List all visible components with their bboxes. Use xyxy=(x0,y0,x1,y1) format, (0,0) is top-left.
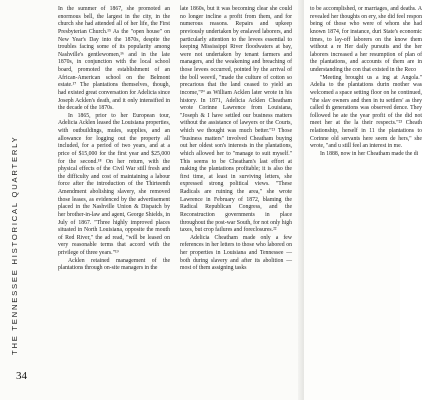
text-column-1 xyxy=(58,6,170,273)
paragraph: to be accomplished, or marriages, and deaths. A revealed her thoughts on ery, she did feel respon being of those who were of whom she had known 1874, for instance, duri State's economic times, to lay-off laborers on the know them without a re Her daily pursuits and the her laborers increased a her resumption of plan of the plantations, and accounts of them are in understanding the con that existed in the Reco xyxy=(310,6,422,73)
paragraph: Acklen retained management of the plantations through on-site managers in the xyxy=(58,257,170,272)
paragraph: In the summer of 1867, she promoted an enormous bell, the largest in the city, in the church she had attended all of her life, the First Presbyterian Church.¹⁵ As the "open house" on New Year's Day into the 1870s, despite the troubles facing some of its popularity among Nashville's gentlewomen,¹⁶ and in the late 1870s, in conjunction with the local school board, promoted the establishment of an African-American school on the Belmont estate.¹⁷ The plantations themselves, though, had existed great conversation for Adelicia since Joseph Acklen's death, and it only intensified in the decade of the 1870s. xyxy=(58,6,170,112)
running-head: THE TENNESSEE HISTORICAL QUARTERLY xyxy=(10,135,19,355)
spine-margin xyxy=(0,0,45,400)
paragraph: Adelicia Cheatham made only a few references in her letters to those who labored on her properties in Louisiana and Tennessee — both during slavery and after its abolition — most of them assigning tasks xyxy=(180,234,292,272)
page-number: 34 xyxy=(16,370,27,382)
paragraph: "Meeting brought us a ing at Angola." Adelia to the plantations durin mother was welcomed a space setting floor on he continued, "the slav owners and then in tu settlers' as they called th generations was observed dence. They followed he ate the year profit of the did not meet her at the la their respects."²³ Cheath relationship, herself in 11 the plantations to Corinne old servants here seem de hers," she wrote, "and u still feel an interest in me. xyxy=(310,74,422,150)
paragraph: late 1860s, but it was becoming clear she could no longer incline a profit from them, and for numerous reasons. Repairs and upkeep previously undertaken by enslaved laborers, and particularly attention to the levees essential to keeping Mississippi River floodwaters at bay, were not undertaken by tenant farmers and managers, and the weakening and breaching of those levees occurred, pointed by the arrival of the boll weevil, "made the culture of cotton so precarious that the land ceased to yield an income,"²⁰ as William Acklen later wrote in his history. In 1871, Adelicia Acklen Cheatham wrote Corinne Lawrence from Louisiana, "Joseph & I have settled our business matters without the assistance of lawyers or the Courts, which we thought was much better."²¹ Those "business matters" involved Cheatham buying out her oldest son's interests in the plantations, which allowed her to "manage to suit myself." This seems to be Cheatham's last effort at making the plantations profitable; it is also the first time, at least in surviving letters, she expressed strong political views. "These Radicals are ruining the area," she wrote Lawrence in February of 1872, blaming the Radical Republican Congress, and the Reconstruction governments in place throughout the post-war South, for not only high taxes, but crop failures and foreclosures.²² xyxy=(180,6,292,234)
paragraph: In 1888, now in her Cheatham made the di xyxy=(320,150,419,157)
paragraph: In 1865, prior to her European tour, Adelicia Acklen leased the Louisiana properties, with outbuildings, mules, supplies, and an allowance for logging out the property all included, for a period of two years, and at a price of $15,000 for the first year and $25,000 for the second.¹⁸ On her return, with the physical effects of the Civil War still fresh and the difficulty and cost of maintaining a labour force after the introduction of the Thirteenth Amendment abolishing slavery, she removed those leases, as evidenced by the advertisement placed in the Nashville Union & Dispatch by her brother-in-law and agent, George Shields, in July of 1867. "Three highly improved places situated in North Louisiana, opposite the mouth of Red River," the ad read, "will be leased on very reasonable terms that accord with the privilege of three years."¹⁹ xyxy=(58,112,170,256)
text-column-2 xyxy=(180,6,292,273)
text-column-3 xyxy=(310,6,422,159)
facing-page xyxy=(304,0,422,400)
